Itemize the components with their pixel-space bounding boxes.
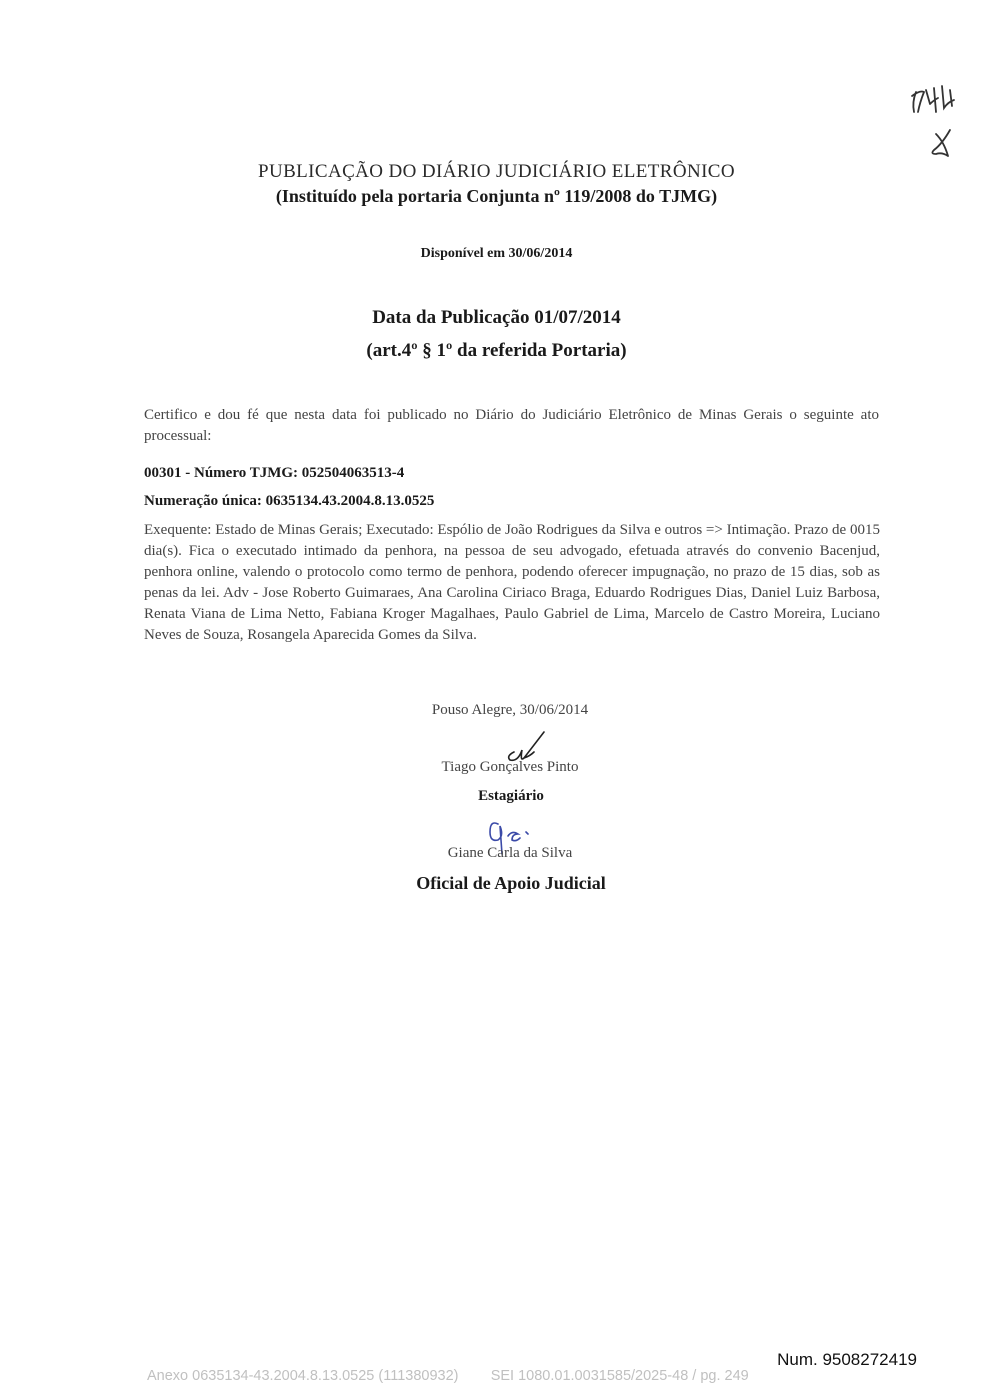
handwritten-page-number-mark [908, 82, 968, 166]
document-number: Num. 9508272419 [777, 1350, 917, 1369]
signer-2-name: Giane Carla da Silva [447, 845, 573, 861]
certification-paragraph: Certifico e dou fé que nesta data foi publicado no Diário do Judiciário Eletrônico de Minas Gerais o seguinte ato processual: [144, 407, 879, 444]
footer-reference [147, 1368, 749, 1384]
signer-1-role: Estagiário [478, 788, 544, 804]
annex-reference: Anexo 0635134-43.2004.8.13.0525 (111380932) [147, 1368, 459, 1384]
signer-1-name: Tiago Gonçalves Pinto [441, 759, 579, 775]
place-and-date: Pouso Alegre, 30/06/2014 [431, 702, 589, 718]
available-date: Disponível em 30/06/2014 [420, 246, 573, 261]
publication-subtitle: (Instituído pela portaria Conjunta nº 119/2008 do TJMG) [275, 186, 718, 206]
process-number: 00301 - Número TJMG: 052504063513-4 [144, 465, 405, 481]
publication-title: PUBLICAÇÃO DO DIÁRIO JUDICIÁRIO ELETRÔNICO [257, 161, 735, 182]
publication-date: Data da Publicação 01/07/2014 [372, 307, 621, 328]
process-act-text: Exequente: Estado de Minas Gerais; Executado: Espólio de João Rodrigues da Silva e outros => Intimação. Prazo de 0015 dia(s). Fica o executado intimado da penhora, na pessoa de seu advogado, efetuada através do convenio Bacenjud, penhora online, valendo o protocolo como termo de penhora, podendo oferecer impugnação, no prazo de 15 dias, sob as penas da lei. Adv - Jose Roberto Guimaraes, Ana Carolina Ciriaco Braga, Eduardo Rodrigues Dias, Daniel Luiz Barbosa, Renata Viana de Lima Netto, Fabiana Kroger Magalhaes, Paulo Gabriel de Lima, Marcelo de Castro Moreira, Luciano Neves de Souza, Rosangela Aparecida Gomes da Silva. [144, 522, 880, 643]
sei-reference: SEI 1080.01.0031585/2025-48 / pg. 249 [490, 1368, 749, 1384]
unique-number: Numeração única: 0635134.43.2004.8.13.0525 [144, 493, 435, 509]
signer-2-role: Oficial de Apoio Judicial [416, 873, 606, 893]
article-reference: (art.4º § 1º da referida Portaria) [366, 340, 627, 361]
